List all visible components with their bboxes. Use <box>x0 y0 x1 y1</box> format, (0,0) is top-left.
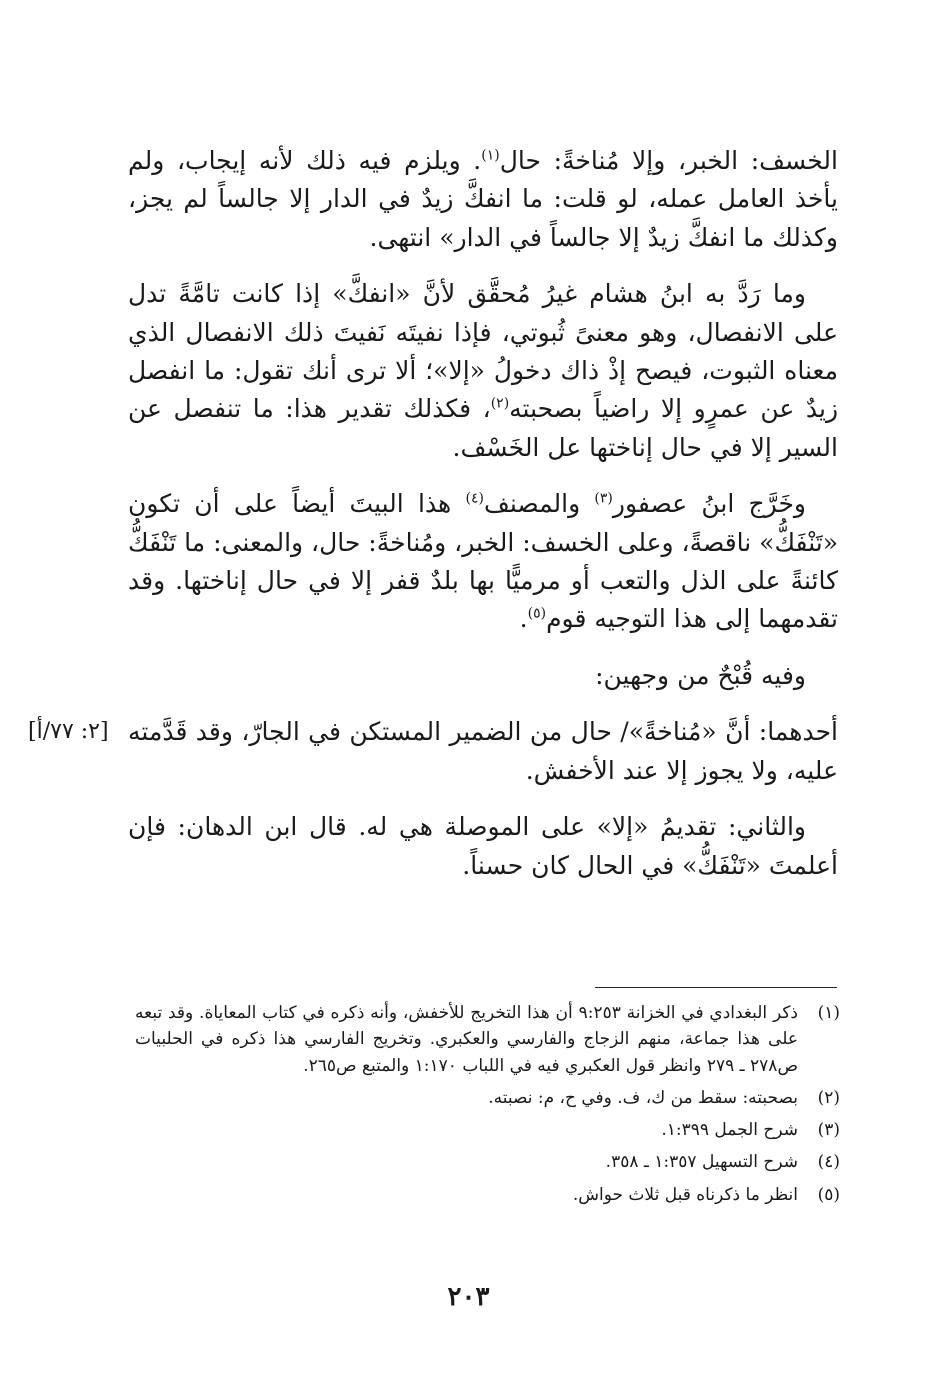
paragraph-2-continuation: ، فكذلك تقدير هذا: ما تنفصل عن السير إلا في حال إناختها عل الخَسْف. <box>128 394 838 462</box>
paragraph-3-part-b: والمصنف <box>483 489 595 519</box>
paragraph-6-text: والثاني: تقديمُ «إلا» على الموصلة هي له. قال ابن الدهان: فإن أعلمتَ «تَنْفَكُّ» في الحال كان حسناً. <box>128 812 838 880</box>
paragraph-3 <box>128 485 838 639</box>
margin-page-reference: [٢: ٧٧/أ] <box>28 719 109 745</box>
paragraph-2-text: وما رَدَّ به ابنُ هشام غيرُ مُحقَّق لأنَّ «انفكَّ» إذا كانت تامَّةً تدل على الانفصال، وهو معنىً ثُبوتي، فإذا نفيتَه نَفيتَ ذلك الانفصال الذي معناه الثبوت، فيصح إذْ ذاك دخولُ «إلا»؛ ألا ترى أنك تقول: ما انفصل زيدٌ عن عمرٍو إلا راضياً بصحبته <box>128 279 839 424</box>
footnote-3 <box>135 1117 840 1143</box>
footnote-number: (٢) <box>817 1087 840 1108</box>
paragraph-3-part-c: هذا البيتَ أيضاً على أن تكون «تَنْفَكُّ» ناقصةً، وعلى الخسف: الخبر، ومُناخةً: حال، والمعنى: ما تَنْفَكُّ كائنةً على الذل والتعب أو مرميًّا بها بلدٌ قفر إلا في حال إناختها. وقد تقدمهما إلى هذا التوجيه قوم <box>128 489 838 634</box>
paragraph-5 <box>28 713 838 790</box>
paragraph-6 <box>128 808 838 885</box>
footnote-number: (٣) <box>817 1120 840 1141</box>
footnote-ref-1: (١) <box>481 147 500 164</box>
footnote-text: شرح الجمل ١:٣٩٩. <box>661 1120 798 1141</box>
footnotes-section <box>135 1000 840 1214</box>
footnote-number: (١) <box>817 1003 840 1023</box>
footnote-text: شرح التسهيل ١:٣٥٧ ـ ٣٥٨. <box>605 1152 798 1173</box>
main-text <box>28 142 839 903</box>
footnote-number: (٤) <box>817 1152 840 1173</box>
footnote-ref-4: (٤) <box>465 490 484 507</box>
paragraph-4-text: وفيه قُبْحٌ من وجهين: <box>595 660 806 690</box>
paragraph-3-end: . <box>519 604 528 634</box>
footnote-5 <box>135 1182 840 1208</box>
footnote-ref-5: (٥) <box>527 606 547 623</box>
page-number: ٢٠٣ <box>447 1282 490 1312</box>
paragraph-3-text: وخَرَّج ابنُ عصفور <box>612 489 806 519</box>
paragraph-5-text: أحدهما: أنَّ «مُناخةً»/ حال من الضمير المستكن في الجارّ، وقد قَدَّمته عليه، ولا يجوز إلا عند الأخفش. <box>128 717 838 785</box>
paragraph-1-text: الخسف: الخبر، وإلا مُناخةً: حال <box>499 146 838 175</box>
footnote-ref-2: (٢) <box>490 396 510 413</box>
footnote-4 <box>135 1149 840 1175</box>
footnote-number: (٥) <box>817 1184 840 1205</box>
footnote-1 <box>135 1000 840 1079</box>
paragraph-1-continuation: . ويلزم فيه ذلك لأنه إيجاب، ولم يأخذ العامل عمله، لو قلت: ما انفكَّ زيدٌ في الدار إلا جالساً لم يجز، وكذلك ما انفكَّ زيدٌ إلا جالساً في الدار» انتهى. <box>128 146 838 252</box>
footnote-text: ذكر البغدادي في الخزانة ٩:٢٥٣ أن هذا التخريج للأخفش، وأنه ذكره في كتاب المعاياة. وقد تبعه على هذا جماعة، منهم الزجاج والفارسي والعكبري. وتخريج الفارسي هذا ذكره في الحلبيات ص٢٧٨ ـ ٢٧٩ وانظر قول العكبري فيه في اللباب ١:١٧٠ والمتبع ص٢٦٥. <box>135 1003 798 1076</box>
paragraph-1 <box>128 142 838 257</box>
paragraph-2 <box>128 275 838 467</box>
footnote-text: انظر ما ذكرناه قبل ثلاث حواش. <box>572 1184 798 1205</box>
footnote-2 <box>135 1085 840 1111</box>
footnote-ref-3: (٣) <box>594 490 613 507</box>
footnote-text: بصحبته: سقط من ك، ف. وفي ح، م: نصبته. <box>488 1087 798 1108</box>
footnote-divider <box>595 987 837 988</box>
paragraph-4 <box>128 657 838 695</box>
